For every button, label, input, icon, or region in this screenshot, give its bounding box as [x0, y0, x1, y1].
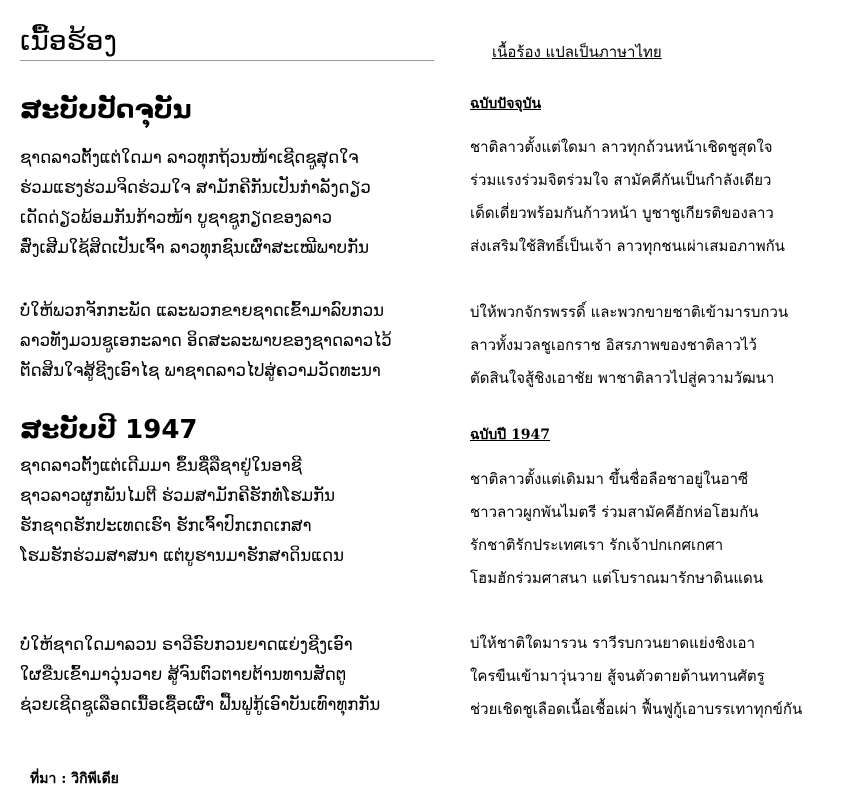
lyric-line: ลาวทั้งมวลชูเอกราช อิสรภาพของชาติลาวไว้ — [470, 336, 757, 354]
source-credit: ที่มา : วิกิพีเดีย — [30, 771, 119, 787]
lyric-line: ຊາດລາວຕັ້ງແຕ່ເດີມມາ ຂຶ້ນຊື່ລືຊາຢູ່ໃນອາຊີ — [20, 456, 302, 475]
lao-current-verse-2 — [20, 296, 450, 386]
lyric-line: ช่วยเชิดชูเลือดเนื้อเชื้อเผ่า ฟื้นฟูกู้เอาบรรเทาทุกข์กัน — [470, 700, 803, 718]
lao-1947-version-heading: ສະບັບປີ 1947 — [20, 415, 198, 445]
thai-1947-verse-2 — [470, 627, 845, 726]
lyric-line: ຊາດລາວຕັ້ງແຕ່ໃດມາ ລາວທຸກຖ້ວນໜ້າເຊີດຊູສຸດໃຈ — [20, 148, 359, 167]
lyric-line: บ่ให้พวกจักรพรรดิ์ และพวกขายชาติเข้ามารบกวน — [470, 303, 789, 321]
lyric-line: โฮมฮักร่วมศาสนา แต่โบราณมารักษาดินแดน — [470, 569, 764, 587]
lyric-line: ບໍ່ໃຫ້ພວກຈັກກະພັດ ແລະພວກຂາຍຊາດເຂົ້າມາລົບກວນ — [20, 301, 384, 320]
lyric-line: ຮ່ວມແຮງຮ່ວມຈິດຮ່ວມໃຈ ສາມັກຄີກັນເປັນກໍາລັງດຽວ — [20, 178, 371, 197]
title-divider — [20, 60, 434, 61]
lyric-line: รักชาติรักประเทศเรา รักเจ้าปกเกศเกศา — [470, 536, 724, 554]
lyric-line: ເດັດດ່ຽວພ້ອມກັນກ້າວໜ້າ ບູຊາຊູກຽດຂອງລາວ — [20, 208, 333, 227]
thai-current-verse-2 — [470, 296, 845, 395]
thai-1947-version-heading: ฉบับปี 1947 — [470, 427, 551, 443]
thai-current-verse-1 — [470, 131, 845, 263]
lyric-line: ລາວທັງມວນຊູເອກະລາດ ອິດສະລະພາບຂອງຊາດລາວໄວ້ — [20, 331, 392, 350]
lyric-line: ชาวลาวผูกพันไมตรี ร่วมสามัคคีฮักห่อโฮมกัน — [470, 503, 759, 521]
lao-current-version-heading: ສະບັບປັດຈຸບັນ — [20, 95, 192, 125]
lyric-line: ชาติลาวตั้งแต่เดิมมา ขึ้นชื่อลือชาอยู่ในอาซี — [470, 470, 749, 488]
lyric-line: ໂຮມຮັກຮ່ວມສາສນາ ແຕ່ບູຮານມາຮັກສາດິນແດນ — [20, 546, 344, 565]
thai-translation-title: เนื้อร้อง แปลเป็นภาษาไทย — [492, 43, 662, 61]
thai-1947-verse-1 — [470, 463, 845, 595]
lyric-line: ໃຜຂືນເຂົ້າມາວຸ່ນວາຍ ສູ້ຈົນຕົວຕາຍຕ້ານທານສັດຕູ — [20, 665, 347, 684]
lyric-line: ตัดสินใจสู้ชิงเอาชัย พาชาติลาวไปสู่ความวัฒนา — [470, 369, 775, 387]
lyric-line: ส่งเสริมใช้สิทธิ์เป็นเจ้า ลาวทุกชนเผ่าเสมอภาพกัน — [470, 237, 785, 255]
lao-1947-verse-2 — [20, 630, 450, 720]
lyric-line: ชาติลาวตั้งแต่ใดมา ลาวทุกถ้วนหน้าเชิดชูสุดใจ — [470, 138, 773, 156]
lao-1947-verse-1 — [20, 451, 450, 571]
lyric-line: ຊ່ວຍເຊີດຊູເລືອດເນື້ອເຊື້ອເຜົ່າ ຟື້ນຟູກູ້ເອົາບັນເທົາທຸກກັນ — [20, 695, 381, 714]
lyric-line: ສົ່ງເສີມໃຊ້ສິດເປັນເຈົ້າ ລາວທຸກຊົນເຜົ່າສະເໝີພາບກັນ — [20, 238, 370, 257]
lao-current-verse-1 — [20, 143, 450, 263]
lyric-line: ຕັດສິນໃຈສູ້ຊີງເອົາໄຊ ພາຊາດລາວໄປສູ່ຄວາມວັດທະນາ — [20, 361, 381, 380]
lyric-line: ร่วมแรงร่วมจิตร่วมใจ สามัคคีกันเป็นกำลังเดียว — [470, 171, 772, 189]
lyric-line: บ่ให้ชาติใดมารวน ราวีรบกวนยาดแย่งชิงเอา — [470, 634, 755, 652]
thai-current-version-heading: ฉบับปัจจุบัน — [470, 96, 542, 112]
lyric-line: ใครขืนเข้ามาวุ่นวาย สู้จนตัวตายต้านทานศัตรู — [470, 667, 765, 685]
lyric-line: ຮັກຊາດຮັກປະເທດເຮົາ ຮັກເຈົ້າປົກເກດເກສາ — [20, 516, 312, 535]
lao-lyrics-title: ເນື້ອຮ້ອງ — [20, 24, 118, 57]
lyric-line: เด็ดเดี่ยวพร้อมกันก้าวหน้า บูชาชูเกียรติของลาว — [470, 204, 774, 222]
lyric-line: ບໍ່ໃຫ້ຊາດໃດມາລວນ ຣາວີຣົບກວນຍາດແຍ່ງຊີງເອົາ — [20, 635, 353, 654]
lyric-line: ຊາວລາວຜູກພັນໄມຕີ ຮ່ວມສາມັກຄີຮັກທໍ່ໂຮມກັນ — [20, 486, 336, 505]
